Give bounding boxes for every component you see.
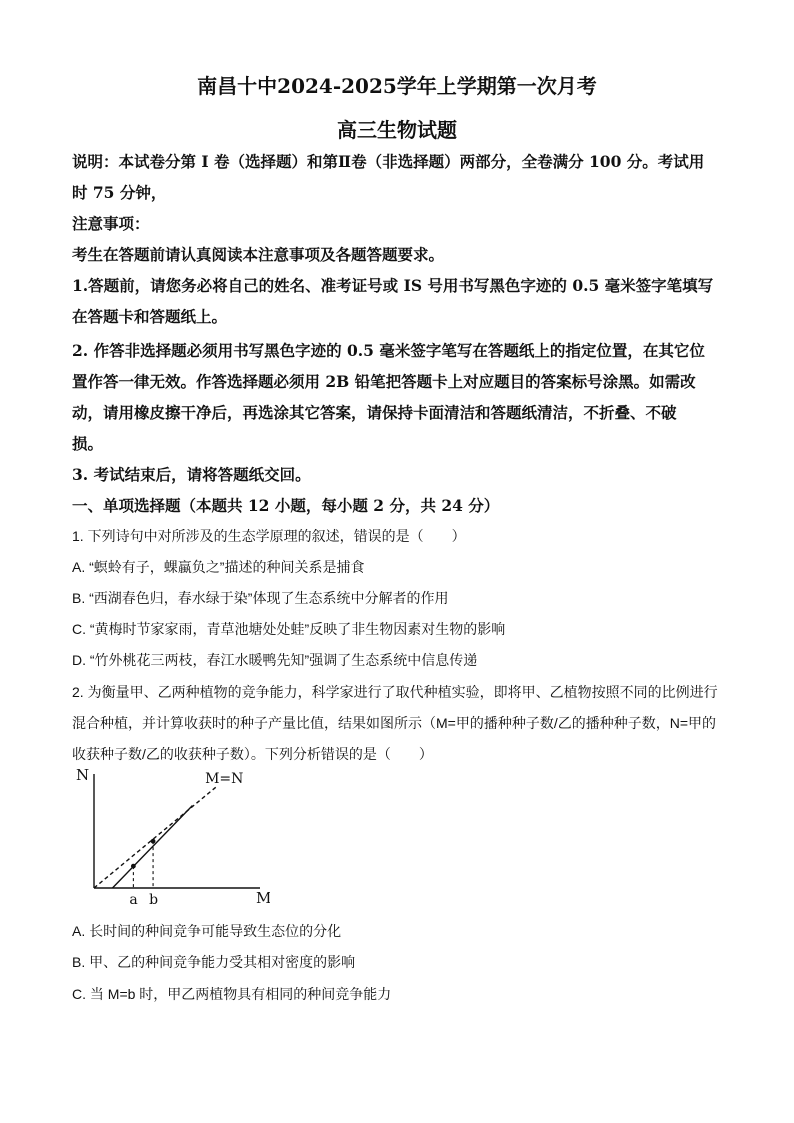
question-1-stem: 1. 下列诗句中对所涉及的生态学原理的叙述，错误的是（ ）: [72, 528, 466, 544]
question-2-stem-line-1: 2. 为衡量甲、乙两种植物的竞争能力，科学家进行了取代种植实验，即将甲、乙植物按照不同的比例进行: [72, 684, 718, 700]
question-2-option-b: B. 甲、乙的种间竞争能力受其相对密度的影响: [72, 954, 356, 970]
attention-item-2-line-1: 2. 作答非选择题必须用书写黑色字迹的 0.5 毫米签字笔写在答题纸上的指定位置，在其它位: [72, 341, 705, 360]
attention-item-3: 3. 考试结束后，请将答题纸交回。: [72, 465, 311, 484]
attention-item-2-line-3: 动，请用橡皮擦干净后，再选涂其它答案，请保持卡面清洁和答题纸清洁，不折叠、不破: [72, 403, 677, 422]
tick-label-b: b: [149, 892, 159, 908]
point-a: [131, 864, 136, 869]
question-1-option-b: B. “西湖春色归，春水绿于染”体现了生态系统中分解者的作用: [72, 590, 449, 606]
chart-svg: [70, 768, 270, 913]
tick-label-a: a: [129, 892, 138, 908]
question-2-option-c: C. 当 M=b 时，甲乙两植物具有相同的种间竞争能力: [72, 986, 392, 1002]
question-1-option-a: A. “螟蛉有子，蜾蠃负之”描述的种间关系是捕食: [72, 559, 365, 575]
question-1-option-d: D. “竹外桃花三两枝，春江水暖鸭先知”强调了生态系统中信息传递: [72, 652, 478, 668]
question-1-option-c: C. “黄梅时节家家雨，青草池塘处处蛙”反映了非生物因素对生物的影响: [72, 621, 506, 637]
series-line-0: [94, 786, 217, 888]
attention-intro: 考生在答题前请认真阅读本注意事项及各题答题要求。: [72, 245, 445, 264]
point-b: [151, 839, 156, 844]
exam-title: 南昌十中2024-2025学年上学期第一次月考: [197, 74, 597, 98]
note-line-2: 时 75 分钟，: [72, 183, 167, 202]
attention-item-2-line-2: 置作答一律无效。作答选择题必须用 2B 铅笔把答题卡上对应题目的答案标号涂黑。如需改: [72, 372, 696, 391]
question-2-stem-line-2: 混合种植，并计算收获时的种子产量比值，结果如图所示（M=甲的播种种子数/乙的播种种子数，N=甲的: [72, 715, 717, 731]
question-2-stem-line-3: 收获种子数/乙的收获种子数）。下列分析错误的是（ ）: [72, 746, 433, 762]
attention-item-1-line-2: 在答题卡和答题纸上。: [72, 307, 228, 326]
note-line-1: 说明：本试卷分第 I 卷（选择题）和第Ⅱ卷（非选择题）两部分，全卷满分 100 分。考试用: [72, 152, 705, 171]
section-1-heading: 一、单项选择题（本题共 12 小题，每小题 2 分，共 24 分）: [72, 496, 500, 515]
series-label-0: M=N: [205, 771, 244, 788]
attention-heading: 注意事项：: [72, 214, 150, 233]
competition-chart: [70, 768, 270, 918]
y-axis-label: N: [76, 768, 90, 784]
question-2-option-a: A. 长时间的种间竞争可能导致生态位的分化: [72, 923, 342, 939]
attention-item-1-line-1: 1.答题前，请您务必将自己的姓名、准考证号或 IS 号用书写黑色字迹的 0.5 毫米签字笔填写: [72, 276, 714, 295]
exam-subtitle: 高三生物试题: [337, 118, 457, 142]
series-line-1: [112, 806, 192, 888]
attention-item-2-line-4: 损。: [72, 434, 104, 453]
x-axis-label: M: [256, 889, 270, 907]
